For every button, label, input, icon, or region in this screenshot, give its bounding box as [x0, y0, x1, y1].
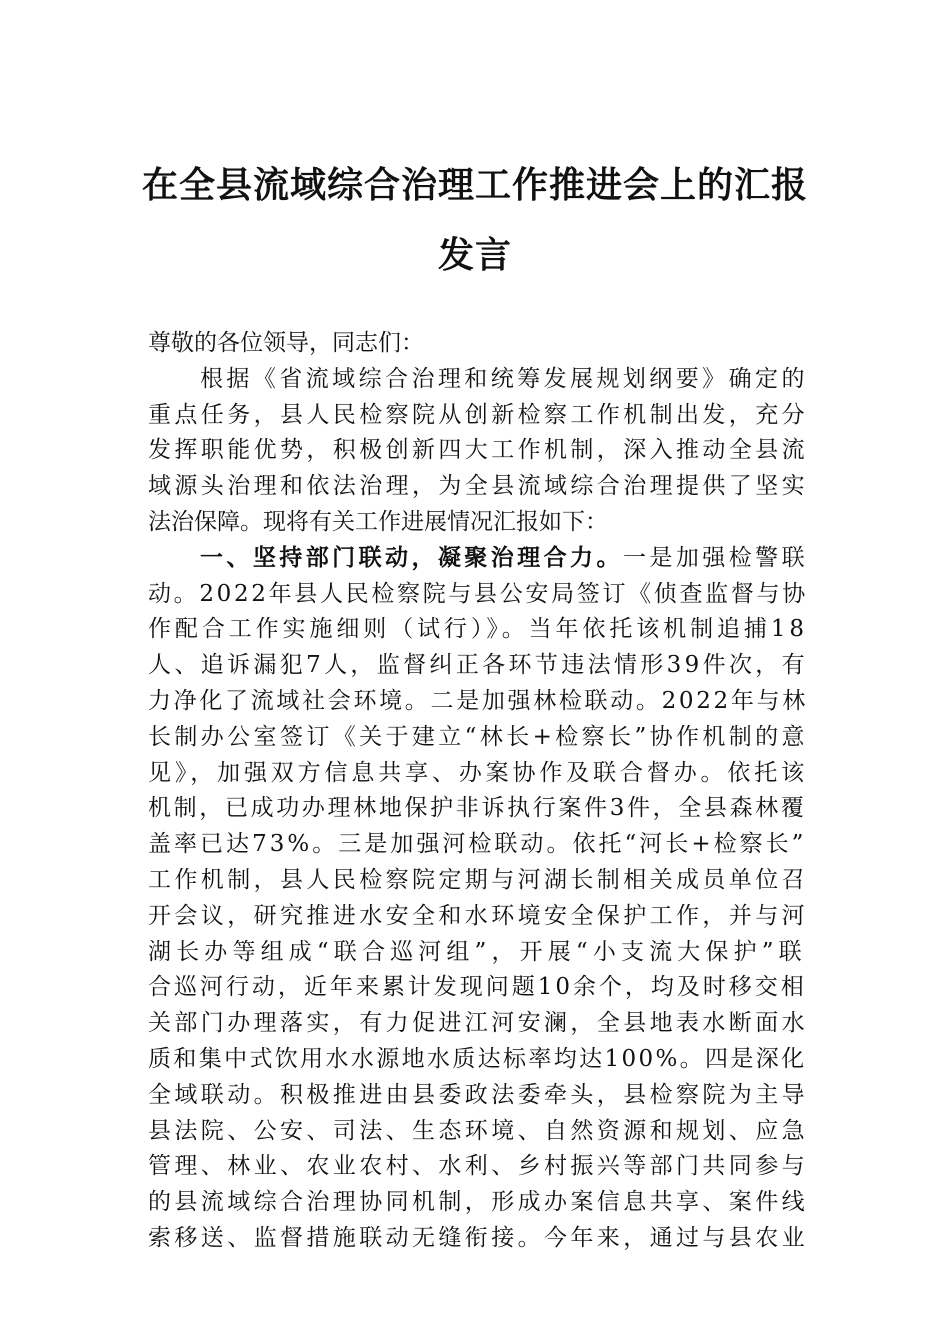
paragraph-line	[148, 1185, 808, 1221]
paragraph-text: 法治保障。现将有关工作进展情况汇报如下：	[148, 508, 608, 535]
paragraph-text: 见》，加强双方信息共享、办案协作及联合督办。依托该	[148, 759, 808, 786]
salutation: 尊敬的各位领导，同志们：	[148, 330, 424, 356]
paragraph-line	[148, 612, 808, 648]
paragraph-line	[148, 398, 808, 434]
document-title-line-1: 在全县流域综合治理工作推进会上的汇报	[141, 164, 808, 206]
document-title-line-2: 发言	[437, 234, 512, 276]
paragraph-line	[148, 1006, 808, 1042]
paragraph-line	[148, 1149, 808, 1185]
paragraph-text: 合巡河行动，近年来累计发现问题10余个，均及时移交相	[148, 974, 807, 1001]
paragraph-line	[148, 469, 808, 505]
paragraph-line	[148, 684, 808, 720]
paragraph-line	[148, 899, 808, 935]
paragraph-line	[148, 1042, 808, 1078]
paragraph-line	[148, 827, 808, 863]
section-heading: 一、坚持部门联动，凝聚治理合力。	[200, 544, 623, 571]
paragraph-text: 域源头治理和依法治理，为全县流域综合治理提供了坚实	[148, 473, 808, 500]
salutation-line	[148, 326, 808, 362]
paragraph-text: 关部门办理落实，有力促进江河安澜，全县地表水断面水	[148, 1010, 808, 1037]
paragraph-text: 根据《省流域综合治理和统筹发展规划纲要》确定的	[200, 365, 808, 392]
paragraph-line	[148, 505, 808, 541]
paragraph-text: 湖长办等组成“联合巡河组”，开展“小支流大保护”联	[148, 938, 807, 965]
paragraph-line	[148, 577, 808, 613]
document-body	[148, 326, 808, 1257]
paragraph-text: 重点任务，县人民检察院从创新检察工作机制出发，充分	[148, 401, 808, 428]
paragraph-text: 人、追诉漏犯7人，监督纠正各环节违法情形39件次，有	[148, 652, 808, 679]
paragraph-text: 县法院、公安、司法、生态环境、自然资源和规划、应急	[148, 1117, 808, 1144]
paragraph-text: 管理、林业、农业农村、水利、乡村振兴等部门共同参与	[148, 1153, 808, 1180]
paragraph-text: 索移送、监督措施联动无缝衔接。今年来，通过与县农业	[148, 1224, 808, 1251]
paragraph-line	[148, 791, 808, 827]
section-heading-line	[148, 541, 808, 577]
paragraph-text: 开会议，研究推进水安全和水环境安全保护工作，并与河	[148, 902, 808, 929]
paragraph-text: 作配合工作实施细则（试行）》。当年依托该机制追捕18	[148, 616, 808, 643]
paragraph-line	[148, 433, 808, 469]
paragraph-line	[148, 756, 808, 792]
paragraph-text: 的县流域综合治理协同机制，形成办案信息共享、案件线	[148, 1189, 808, 1216]
paragraph-line	[148, 1078, 808, 1114]
paragraph-line	[148, 863, 808, 899]
paragraph-text: 全域联动。积极推进由县委政法委牵头，县检察院为主导	[148, 1081, 808, 1108]
paragraph-line	[148, 1114, 808, 1150]
paragraph-line	[148, 935, 808, 971]
paragraph-text: 动。2022年县人民检察院与县公安局签订《侦查监督与协	[148, 580, 808, 607]
paragraph-text: 机制，已成功办理林地保护非诉执行案件3件，全县森林覆	[148, 795, 807, 822]
paragraph-text: 一是加强检警联	[622, 544, 808, 571]
paragraph-text: 质和集中式饮用水水源地水质达标率均达100%。四是深化	[148, 1045, 807, 1072]
paragraph-text: 工作机制，县人民检察院定期与河湖长制相关成员单位召	[148, 866, 808, 893]
paragraph-text: 发挥职能优势，积极创新四大工作机制，深入推动全县流	[148, 437, 808, 464]
paragraph-line	[148, 1221, 808, 1257]
paragraph-text: 力净化了流域社会环境。二是加强林检联动。2022年与林	[148, 687, 808, 714]
paragraph-line	[148, 648, 808, 684]
paragraph-line	[148, 970, 808, 1006]
paragraph-line	[148, 720, 808, 756]
paragraph-text: 长制办公室签订《关于建立“林长+检察长”协作机制的意	[148, 723, 808, 750]
paragraph-line	[148, 362, 808, 398]
paragraph-text: 盖率已达73%。三是加强河检联动。依托“河长+检察长”	[148, 831, 807, 858]
